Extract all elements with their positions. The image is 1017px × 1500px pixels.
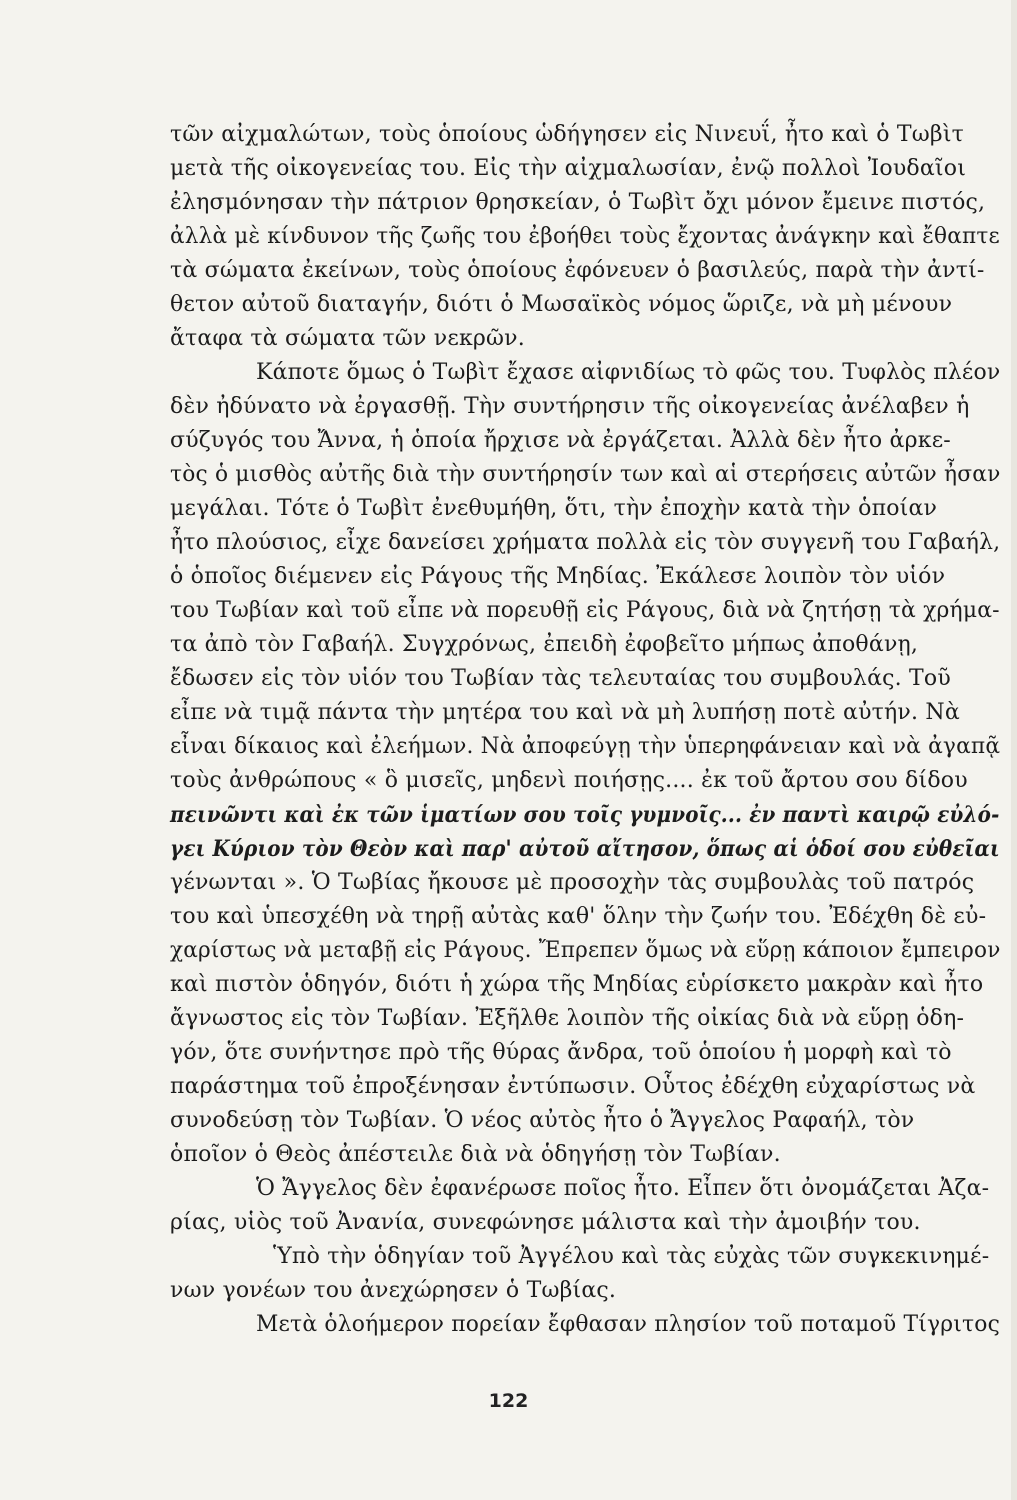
text-line: ἀλλὰ μὲ κίνδυνον τῆς ζωῆς του ἐβοήθει τοὺς ἔχοντας ἀνάγκην καὶ ἔθαπτε bbox=[170, 224, 1000, 249]
text-line: του Τωβίαν καὶ τοῦ εἶπε νὰ πορευθῇ εἰς Ράγους, διὰ νὰ ζητήσῃ τὰ χρήμα- bbox=[170, 598, 1000, 623]
text-line: μεγάλαι. Τότε ὁ Τωβὶτ ἐνεθυμήθη, ὅτι, τὴν ἐποχὴν κατὰ τὴν ὁποίαν bbox=[170, 496, 938, 521]
text-line: τὰ σώματα ἐκείνων, τοὺς ὁποίους ἐφόνευεν ὁ βασιλεύς, παρὰ τὴν ἀντί- bbox=[170, 258, 985, 283]
text-line: εἶναι δίκαιος καὶ ἐλεήμων. Νὰ ἀποφεύγῃ τὴν ὑπερηφάνειαν καὶ νὰ ἀγαπᾷ bbox=[170, 734, 1001, 759]
text-line: παράστημα τοῦ ἐπροξένησαν ἐντύπωσιν. Οὗτος ἐδέχθη εὐχαρίστως νὰ bbox=[170, 1074, 976, 1099]
text-line: ἔδωσεν εἰς τὸν υἱόν του Τωβίαν τὰς τελευταίας του συμβουλάς. Τοῦ bbox=[170, 666, 951, 691]
text-line: δὲν ἠδύνατο νὰ ἐργασθῇ. Τὴν συντήρησιν τῆς οἰκογενείας ἀνέλαβεν ἡ bbox=[170, 394, 970, 419]
text-line: σύζυγός του Ἄννα, ἡ ὁποία ἤρχισε νὰ ἐργάζεται. Ἀλλὰ δὲν ἦτο ἀρκε- bbox=[170, 428, 951, 453]
text-line: γόν, ὅτε συνήντησε πρὸ τῆς θύρας ἄνδρα, τοῦ ὁποίου ἡ μορφὴ καὶ τὸ bbox=[170, 1040, 952, 1065]
text-line: ὁποῖον ὁ Θεὸς ἀπέστειλε διὰ νὰ ὁδηγήσῃ τὸν Τωβίαν. bbox=[170, 1142, 781, 1167]
text-line: εἶπε νὰ τιμᾷ πάντα τὴν μητέρα του καὶ νὰ μὴ λυπήσῃ ποτὲ αὐτήν. Νὰ bbox=[170, 700, 960, 725]
text-line: Ὁ Ἄγγελος δὲν ἐφανέρωσε ποῖος ἦτο. Εἶπεν ὅτι ὀνομάζεται Ἀζα- bbox=[256, 1176, 990, 1201]
text-line: μετὰ τῆς οἰκογενείας του. Εἰς τὴν αἰχμαλωσίαν, ἐνῷ πολλοὶ Ἰουδαῖοι bbox=[170, 156, 967, 181]
text-line: Μετὰ ὁλοήμερον πορείαν ἔφθασαν πλησίον τοῦ ποταμοῦ Τίγριτος bbox=[256, 1312, 1001, 1337]
text-line: του καὶ ὑπεσχέθη νὰ τηρῇ αὐτὰς καθ' ὅλην τὴν ζωήν του. Ἐδέχθη δὲ εὐ- bbox=[170, 904, 987, 929]
text-line: ἐλησμόνησαν τὴν πάτριον θρησκείαν, ὁ Τωβὶτ ὄχι μόνον ἔμεινε πιστός, bbox=[170, 190, 986, 215]
text-line: χαρίστως νὰ μεταβῇ εἰς Ράγους. Ἔπρεπεν ὅμως νὰ εὕρῃ κάποιον ἔμπειρον bbox=[170, 938, 1001, 963]
text-line: γει Κύριον τὸν Θεὸν καὶ παρ' αὐτοῦ αἴτησον, ὅπως αἱ ὁδοί σου εὐθεῖαι bbox=[170, 836, 1000, 862]
text-line: θετον αὐτοῦ διαταγήν, διότι ὁ Μωσαϊκὸς νόμος ὥριζε, νὰ μὴ μένουν bbox=[170, 292, 953, 317]
page-edge bbox=[1011, 0, 1017, 1500]
text-line: πεινῶντι καὶ ἐκ τῶν ἱματίων σου τοῖς γυμνοῖς... ἐν παντὶ καιρῷ εὐλό- bbox=[170, 802, 1000, 828]
text-line: συνοδεύσῃ τὸν Τωβίαν. Ὁ νέος αὐτὸς ἦτο ὁ Ἄγγελος Ραφαήλ, τὸν bbox=[170, 1108, 915, 1133]
text-line: τα ἀπὸ τὸν Γαβαήλ. Συγχρόνως, ἐπειδὴ ἐφοβεῖτο μήπως ἀποθάνῃ, bbox=[170, 632, 919, 657]
text-line: τοὺς ἀνθρώπους « ὃ μισεῖς, μηδενὶ ποιήσῃς.... ἐκ τοῦ ἄρτου σου δίδου bbox=[170, 768, 968, 793]
text-line: νων γονέων του ἀνεχώρησεν ὁ Τωβίας. bbox=[170, 1278, 617, 1303]
text-line: ρίας, υἱὸς τοῦ Ἀνανία, συνεφώνησε μάλιστα καὶ τὴν ἀμοιβήν του. bbox=[170, 1210, 921, 1235]
text-line: ἄταφα τὰ σώματα τῶν νεκρῶν. bbox=[170, 326, 525, 351]
text-line: Ὑπὸ τὴν ὁδηγίαν τοῦ Ἀγγέλου καὶ τὰς εὐχὰς τῶν συγκεκινημέ- bbox=[273, 1244, 990, 1269]
text-line: τὸς ὁ μισθὸς αὐτῆς διὰ τὴν συντήρησίν των καὶ αἱ στερήσεις αὐτῶν ἦσαν bbox=[170, 462, 1001, 487]
text-line: Κάποτε ὅμως ὁ Τωβὶτ ἔχασε αἰφνιδίως τὸ φῶς του. Τυφλὸς πλέον bbox=[256, 360, 1001, 385]
text-line: ἦτο πλούσιος, εἶχε δανείσει χρήματα πολλὰ εἰς τὸν συγγενῆ του Γαβαήλ, bbox=[170, 530, 1001, 555]
text-line: ὁ ὁποῖος διέμενεν εἰς Ράγους τῆς Μηδίας. Ἐκάλεσε λοιπὸν τὸν υἱόν bbox=[170, 564, 946, 589]
text-line: τῶν αἰχμαλώτων, τοὺς ὁποίους ὡδήγησεν εἰς Νινευΐ, ἦτο καὶ ὁ Τωβὶτ bbox=[170, 122, 965, 147]
page-number: 122 bbox=[488, 1390, 529, 1412]
text-line: γένωνται ». Ὁ Τωβίας ἤκουσε μὲ προσοχὴν τὰς συμβουλὰς τοῦ πατρός bbox=[170, 870, 975, 895]
text-line: καὶ πιστὸν ὁδηγόν, διότι ἡ χώρα τῆς Μηδίας εὑρίσκετο μακρὰν καὶ ἦτο bbox=[170, 972, 984, 997]
text-line: ἄγνωστος εἰς τὸν Τωβίαν. Ἐξῆλθε λοιπὸν τῆς οἰκίας διὰ νὰ εὕρῃ ὁδη- bbox=[170, 1006, 965, 1031]
